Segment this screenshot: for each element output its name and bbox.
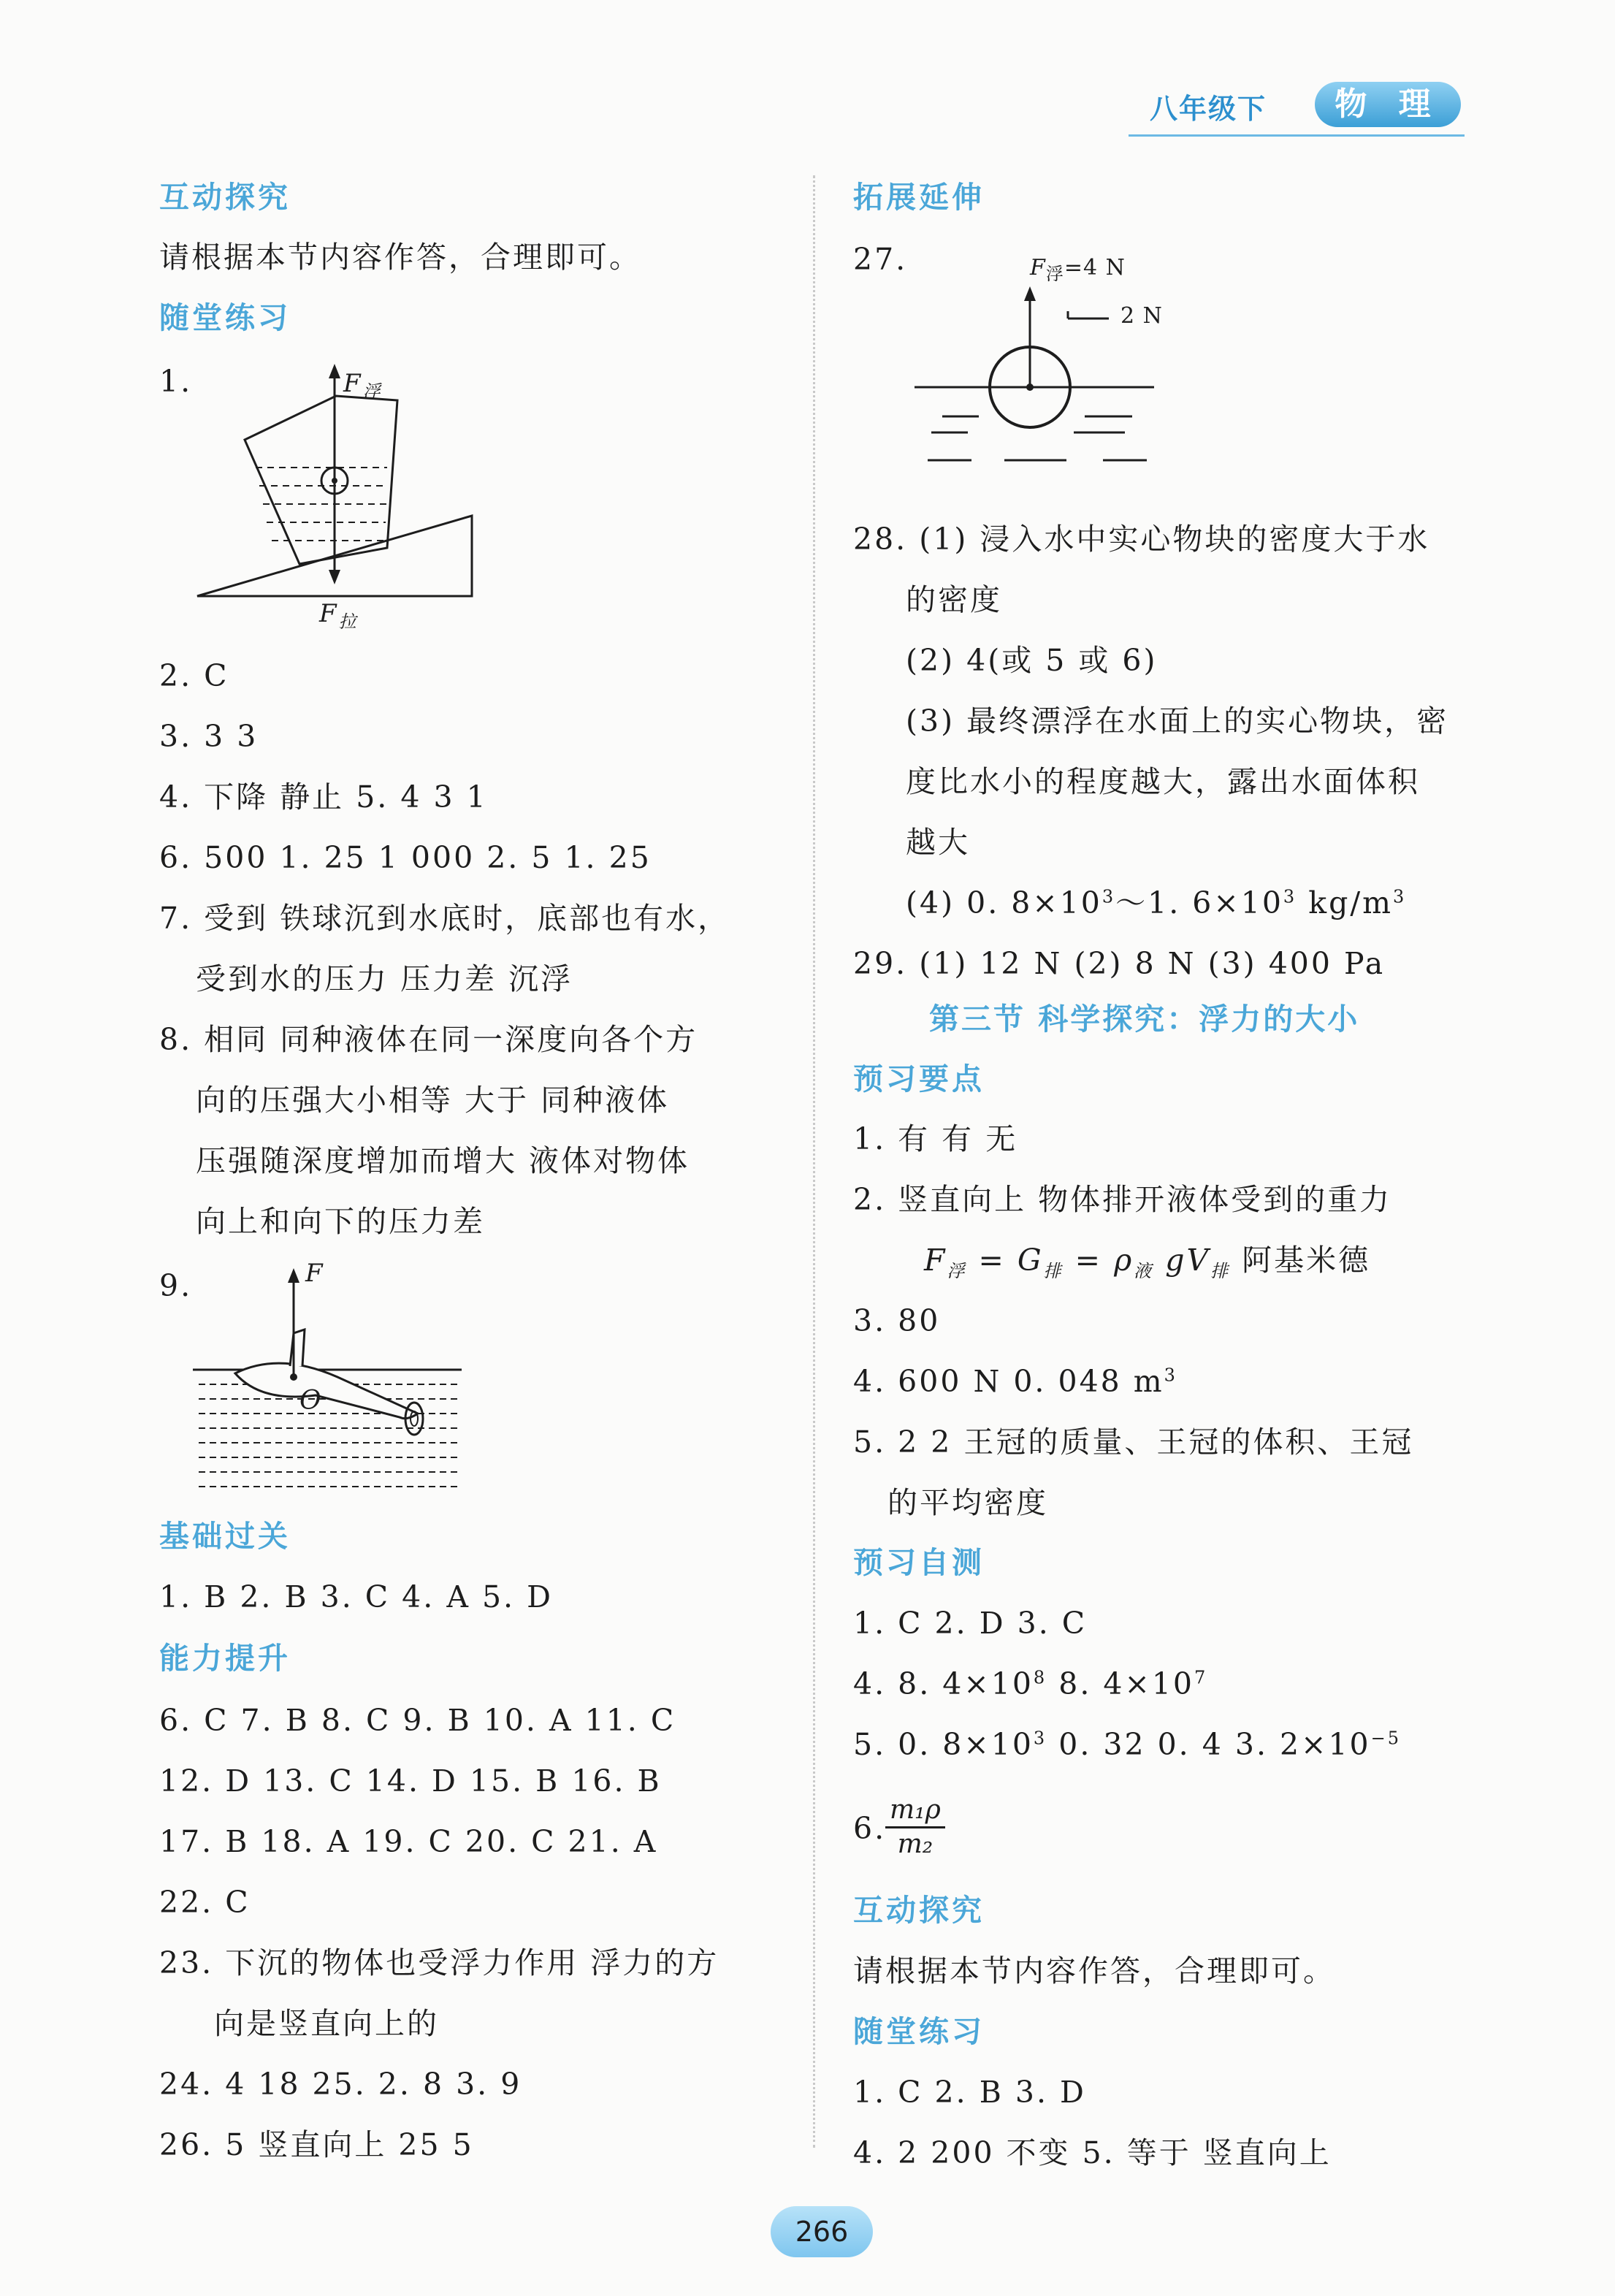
- fig1-f-up-label: $F_浮$: [343, 369, 383, 402]
- answer-8-line3: 压强随深度增加而增大 液体对物体: [196, 1143, 690, 1178]
- heading-hudong: 互动探究: [159, 180, 291, 215]
- arrow-up-icon: [329, 364, 340, 378]
- answer-8-line4: 向上和向下的压力差: [196, 1204, 485, 1239]
- q27-label: 27.: [853, 242, 908, 277]
- page-number: 266: [771, 2206, 873, 2257]
- answer-6: 6. 500 1. 25 1 000 2. 5 1. 25: [159, 840, 652, 875]
- answer-28-line2: 的密度: [906, 582, 1002, 617]
- subject-badge: 物 理: [1315, 82, 1461, 127]
- yuxi-5-line1: 5. 2 2 王冠的质量、王冠的体积、王冠: [853, 1424, 1414, 1460]
- answer-24-25: 24. 4 18 25. 2. 8 3. 9: [159, 2067, 522, 2102]
- answer-28-line5: 度比水小的程度越大，露出水面体积: [906, 764, 1420, 799]
- fig27-force-label: $F_浮=4$ N: [1030, 255, 1126, 284]
- answer-28-line4: (3) 最终漂浮在水面上的实心物块，密: [906, 703, 1449, 739]
- archimedes-formula: $F_浮 = G_排 = \rho_液$ $gV_排$ 阿基米德: [924, 1243, 1371, 1282]
- zice-6-label: 6.: [853, 1811, 887, 1846]
- q1-label: 1.: [159, 364, 193, 399]
- answer-2: 2. C: [159, 658, 229, 693]
- answer-23-line1: 23. 下沉的物体也受浮力作用 浮力的方: [159, 1945, 719, 1980]
- answers-nengli-4: 22. C: [159, 1885, 251, 1920]
- yuxi-4: 4. 600 N 0. 048 $m^3$: [853, 1364, 1177, 1399]
- fig1-f-down-label: $F_拉$: [319, 599, 359, 632]
- heading-zice: 预习自测: [853, 1545, 985, 1580]
- yuxi-1: 1. 有 有 无: [853, 1121, 1018, 1156]
- answers-nengli-1: 6. C 7. B 8. C 9. B 10. A 11. C: [159, 1703, 676, 1738]
- arrow-down-icon: [329, 570, 340, 584]
- answer-7-line2: 受到水的压力 压力差 沉浮: [196, 961, 573, 996]
- answer-3: 3. 3 3: [159, 719, 259, 754]
- answer-23-line2: 向是竖直向上的: [214, 2006, 439, 2041]
- answer-28-line3: (2) 4(或 5 或 6): [906, 643, 1158, 678]
- suitang-1-3: 1. C 2. B 3. D: [853, 2075, 1086, 2110]
- arrow-up-icon: [288, 1268, 299, 1283]
- answer-8-line2: 向的压强大小相等 大于 同种液体: [196, 1083, 670, 1118]
- answer-29: 29. (1) 12 N (2) 8 N (3) 400 Pa: [853, 946, 1386, 981]
- section-title: 第三节 科学探究：浮力的大小: [929, 1002, 1360, 1037]
- yuxi-5-line2: 的平均密度: [887, 1485, 1048, 1520]
- heading-suitang-2: 随堂练习: [853, 2014, 985, 2049]
- heading-suitang: 随堂练习: [159, 300, 291, 335]
- heading-jichu: 基础过关: [159, 1519, 291, 1554]
- text-hudong-2: 请根据本节内容作答，合理即可。: [853, 1953, 1335, 1988]
- answers-jichu: 1. B 2. B 3. C 4. A 5. D: [159, 1579, 553, 1614]
- column-divider: [813, 175, 815, 2148]
- answer-28-line7: (4) 0. $8\times 10^3\sim 1$. $6\times 10^3$ $kg/m^3$: [906, 885, 1407, 920]
- object-shape: [235, 1363, 418, 1419]
- answer-7-line1: 7. 受到 铁球沉到水底时，底部也有水，: [159, 901, 730, 936]
- zice-1-3: 1. C 2. D 3. C: [853, 1606, 1088, 1641]
- zice-6-fraction: $\frac{\text{m₁ρ}}{\text{m₂}}$: [885, 1794, 945, 1861]
- fig9-float-diagram: [191, 1264, 469, 1498]
- answer-28-line6: 越大: [906, 825, 970, 860]
- text-hudong: 请根据本节内容作答，合理即可。: [159, 240, 641, 275]
- answer-26: 26. 5 竖直向上 25 5: [159, 2127, 474, 2162]
- answer-28-line1: 28. (1) 浸入水中实心物块的密度大于水: [853, 522, 1430, 557]
- arrow-up-icon: [1024, 286, 1036, 301]
- fig9-f-label: F: [305, 1259, 325, 1288]
- answers-nengli-3: 17. B 18. A 19. C 20. C 21. A: [159, 1824, 658, 1859]
- answer-4-5: 4. 下降 静止 5. 4 3 1: [159, 779, 488, 815]
- suitang-4-5: 4. 2 200 不变 5. 等于 竖直向上: [853, 2135, 1332, 2170]
- heading-hudong-2: 互动探究: [853, 1893, 985, 1928]
- fig9-o-label: O: [299, 1386, 324, 1416]
- answer-8-line1: 8. 相同 同种液体在同一深度向各个方: [159, 1022, 698, 1057]
- heading-yuxi: 预习要点: [853, 1061, 985, 1096]
- zice-4: 4. 8. $4\times 10^8$ 8. $4\times 10^7$: [853, 1666, 1208, 1701]
- fig27-scale-label: 2 N: [1120, 303, 1163, 329]
- heading-tuozhan: 拓展延伸: [853, 180, 985, 215]
- heading-nengli: 能力提升: [159, 1641, 291, 1676]
- zice-5: 5. 0. $8\times 10^3$ 0. 32 0. 4 3. $2\times 10^{-5}$: [853, 1727, 1402, 1762]
- yuxi-2: 2. 竖直向上 物体排开液体受到的重力: [853, 1182, 1392, 1217]
- grade-label: 八年级下: [1150, 93, 1267, 125]
- yuxi-3: 3. 80: [853, 1303, 941, 1338]
- answers-nengli-2: 12. D 13. C 14. D 15. B 16. B: [159, 1763, 662, 1799]
- header-rule: [1129, 134, 1465, 137]
- q9-label: 9.: [159, 1268, 193, 1303]
